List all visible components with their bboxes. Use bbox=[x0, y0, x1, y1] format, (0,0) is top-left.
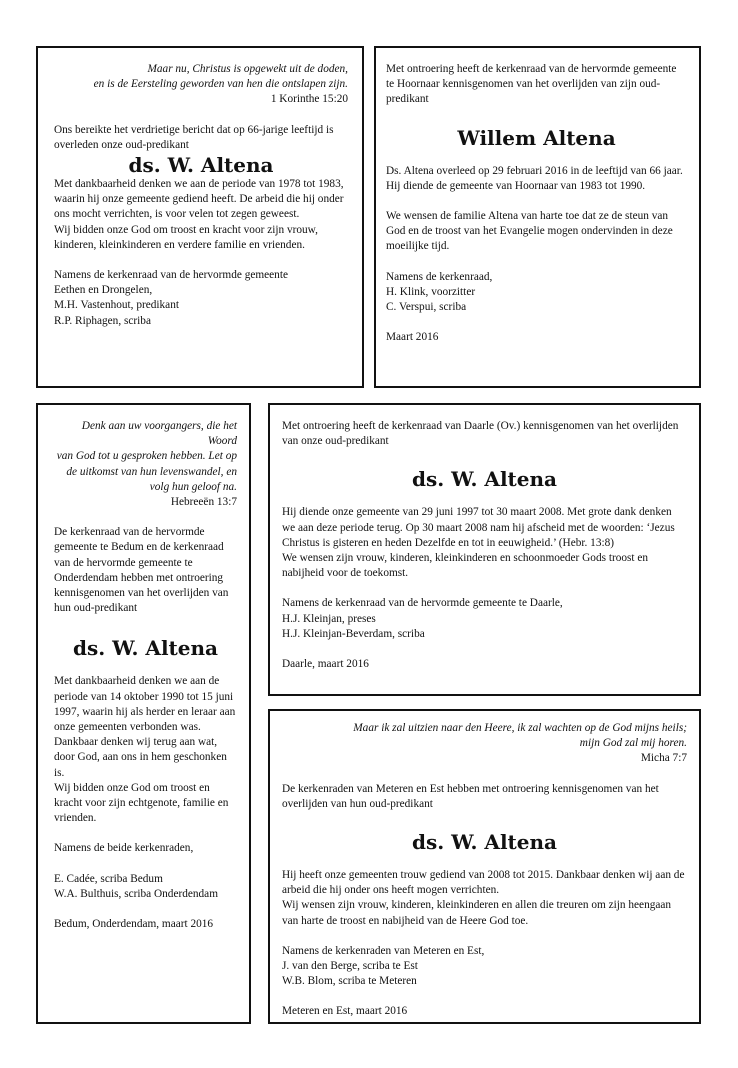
quote-line: de uitkomst van hun levenswandel, en bbox=[66, 465, 237, 478]
signoff-line: Namens de kerkenraad, bbox=[386, 270, 493, 283]
body-paragraph: Met dankbaarheid denken we aan de periode van 14 oktober 1990 tot 15 juni 1997, waarin hij als herder en leraar aan onze gemeenten verbonden was. Dankbaar denken wij terug aan wat, door God, aan ons in hem geschonken is. bbox=[54, 675, 236, 779]
signoff-line: Eethen en Drongelen, bbox=[54, 284, 153, 297]
body-paragraph: Hij heeft onze gemeenten trouw gediend van 2008 tot 2015. Dankbaar denken wij aan de arbeid die hij onder ons heeft mogen verrichten. bbox=[282, 869, 685, 897]
body-paragraph: We wensen de familie Altena van harte toe dat ze de steun van God en de troost van het Evangelie mogen ondervinden in deze moeilijke tijd. bbox=[386, 210, 673, 253]
quote-line: Maar nu, Christus is opgewekt uit de doden, bbox=[147, 63, 348, 75]
notice-date: Meteren en Est, maart 2016 bbox=[282, 1005, 408, 1018]
body-paragraph: Ds. Altena overleed op 29 februari 2016 in de leeftijd van 66 jaar. Hij diende de gemeente van Hoornaar van 1983 tot 1990. bbox=[386, 164, 683, 192]
signoff-line: W.A. Bulthuis, scriba Onderdendam bbox=[54, 887, 218, 900]
body-paragraph: We wensen zijn vrouw, kinderen, kleinkinderen en schoonmoeder Gods troost en nabijheid voor de toekomst. bbox=[282, 552, 649, 580]
quote-reference: Micha 7:7 bbox=[640, 752, 687, 765]
obituary-notice-daarle bbox=[268, 403, 701, 696]
notice-date: Daarle, maart 2016 bbox=[282, 658, 369, 671]
quote-line: volg hun geloof na. bbox=[149, 480, 237, 493]
body-paragraph: Met dankbaarheid denken we aan de periode van 1978 tot 1983, waarin hij onze gemeente gediend heeft. De arbeid die hij onder ons mocht verrichten, is voor velen tot zegen geweest. bbox=[54, 178, 344, 221]
deceased-name: Willem Altena bbox=[457, 125, 616, 150]
quote-reference: 1 Korinthe 15:20 bbox=[270, 93, 348, 106]
quote-line: mijn God zal mij horen. bbox=[579, 737, 687, 750]
obituary-notice-bedum-onderdendam bbox=[36, 403, 251, 1024]
signoff-line: H.J. Kleinjan, preses bbox=[282, 612, 376, 625]
quote-line: Maar ik zal uitzien naar den Heere, ik zal wachten op de God mijns heils; bbox=[353, 722, 687, 734]
signoff-line: H. Klink, voorzitter bbox=[386, 285, 476, 298]
signoff-line: R.P. Riphagen, scriba bbox=[54, 314, 151, 327]
quote-reference: Hebreeën 13:7 bbox=[170, 496, 237, 509]
signoff-line: E. Cadée, scriba Bedum bbox=[54, 872, 163, 885]
signoff-line: Namens de kerkenraad van de hervormde gemeente bbox=[54, 269, 288, 282]
deceased-name: ds. W. Altena bbox=[411, 830, 558, 855]
signoff-line: C. Verspui, scriba bbox=[386, 301, 467, 314]
deceased-name: ds. W. Altena bbox=[72, 636, 219, 661]
quote-line: Denk aan uw voorgangers, die het Woord bbox=[81, 420, 237, 448]
obituary-notice-meteren-est bbox=[268, 709, 701, 1024]
intro-text: Ons bereikte het verdrietige bericht dat op 66-jarige leeftijd is overleden onze oud-predikant bbox=[54, 123, 334, 151]
signoff-line: H.J. Kleinjan-Beverdam, scriba bbox=[282, 627, 425, 640]
notice-date: Maart 2016 bbox=[386, 331, 439, 344]
bible-quote bbox=[54, 419, 237, 510]
deceased-name: ds. W. Altena bbox=[128, 153, 274, 178]
quote-line: van God tot u gesproken hebben. Let op bbox=[56, 450, 237, 463]
signoff-line: M.H. Vastenhout, predikant bbox=[54, 299, 179, 312]
body-paragraph: Wij bidden onze God om troost en kracht voor zijn vrouw, kinderen, kleinkinderen en verdere familie en vrienden. bbox=[54, 223, 318, 251]
intro-text: De kerkenraden van Meteren en Est hebben met ontroering kennisgenomen van het overlijden van hun oud-predikant bbox=[282, 782, 659, 810]
bible-quote bbox=[54, 62, 348, 108]
signoff-line: Namens de kerkenraden van Meteren en Est, bbox=[282, 944, 485, 957]
deceased-name: ds. W. Altena bbox=[411, 467, 558, 492]
body-paragraph: Hij diende onze gemeente van 29 juni 1997 tot 30 maart 2008. Met grote dank denken we aan deze periode terug. Op 30 maart 2008 nam hij afscheid met de woorden: ‘Jezus Christus is gisteren en heden Dezelfde en tot in eeuwigheid.’ (Hebr. 13:8) bbox=[282, 506, 675, 549]
body-paragraph: Wij bidden onze God om troost en kracht voor zijn echtgenote, familie en vrienden. bbox=[54, 781, 229, 825]
bible-quote bbox=[282, 721, 687, 767]
signoff-heading: Namens de beide kerkenraden, bbox=[54, 842, 194, 855]
signoff-line: Namens de kerkenraad van de hervormde gemeente te Daarle, bbox=[282, 597, 563, 610]
signoff-line: W.B. Blom, scriba te Meteren bbox=[282, 975, 417, 988]
signoff-line: J. van den Berge, scriba te Est bbox=[282, 960, 418, 973]
notice-date: Bedum, Onderdendam, maart 2016 bbox=[54, 918, 214, 931]
obituary-notice-eethen-drongelen bbox=[36, 46, 364, 388]
intro-text: Met ontroering heeft de kerkenraad van de hervormde gemeente te Hoornaar kennisgenomen van het overlijden van zijn oud-predikant bbox=[386, 63, 677, 106]
quote-line: en is de Eersteling geworden van hen die ontslapen zijn. bbox=[93, 78, 348, 91]
intro-text: Met ontroering heeft de kerkenraad van Daarle (Ov.) kennisgenomen van het overlijden van onze oud-predikant bbox=[282, 420, 679, 448]
body-paragraph: Wij wensen zijn vrouw, kinderen, kleinkinderen en allen die treuren om zijn heengaan van harte de troost en nabijheid van de Heere God toe. bbox=[282, 899, 672, 927]
intro-text: De kerkenraad van de hervormde gemeente te Bedum en de kerkenraad van de hervormde gemeente te Onderdendam hebben met ontroering kennisgenomen van het overlijden van hun oud-predikant bbox=[54, 526, 229, 615]
obituary-notice-hoornaar bbox=[374, 46, 701, 388]
